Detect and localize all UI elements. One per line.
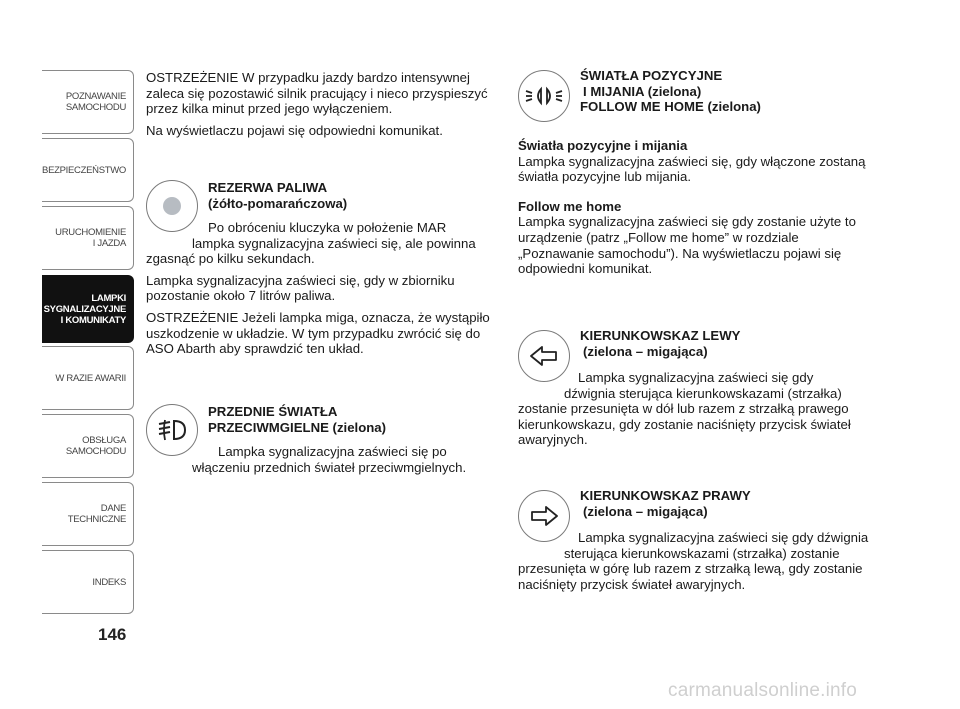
right-indicator-title: KIERUNKOWSKAZ PRAWY (zielona – migająca) [580,488,751,519]
right-indicator-body: Lampka sygnalizacyjna zaświeci się gdy dźwignia sterująca kierunkowskazami (strzałka) zostanie przesunięta w górę lub razem z strzałką lewą, gdy zostanie naciśnięty przycisk świateł awaryjnych. [518,530,869,592]
watermark-footer: carmanualsonline.info [668,680,858,701]
intro-block [146,70,496,144]
fuel-reserve-body: Po obróceniu kluczyka w położenie MAR lampka sygnalizacyjna zaświeci się, ale powinna zgasnąć po kilku sekundach. Lampka sygnalizacyjna zaświeci się, gdy w zbiorniku pozostanie około 7 litrów paliwa. OSTRZEŻENIE Jeżeli lampka miga, oznacza, że wystąpiło uszkodzenie w układzie. W tym przypadku zwrócić się do ASO Abarth aby sprawdzić ten układ. [146,220,490,357]
tab-lampki-sygnalizacyjne[interactable]: LAMPKI SYGNALIZACYJNE I KOMUNIKATY [42,275,134,343]
page-number: 146 [98,625,127,644]
tab-bezpieczenstwo[interactable]: BEZPIECZEŃSTWO [42,138,134,202]
position-lights-title: ŚWIATŁA POZYCYJNE I MIJANIA (zielona) FOLLOW ME HOME (zielona) [580,68,761,115]
position-lights-icon [518,70,570,122]
fog-light-title: PRZEDNIE ŚWIATŁA PRZECIWMGIELNE (zielona) [208,404,387,435]
tab-dane-techniczne[interactable]: DANE TECHNICZNE [42,482,134,546]
fuel-reserve-title: REZERWA PALIWA (żółto-pomarańczowa) [208,180,348,211]
left-indicator-title: KIERUNKOWSKAZ LEWY (zielona – migająca) [580,328,741,359]
tab-indeks[interactable]: INDEKS [42,550,134,614]
fog-light-body: Lampka sygnalizacyjna zaświeci się po włączeniu przednich świateł przeciwmgielnych. [192,444,467,475]
warning-paragraph: OSTRZEŻENIE W przypadku jazdy bardzo intensywnej zaleca się pozostawić silnik pracujący i nieco przyspieszyć przez kilka minut przed jego wyłączeniem. [146,70,488,117]
tab-obsluga-samochodu[interactable]: OBSŁUGA SAMOCHODU [42,414,134,478]
tab-w-razie-awarii[interactable]: W RAZIE AWARII [42,346,134,410]
position-lights-body: Światła pozycyjne i mijania Lampka sygnalizacyjna zaświeci się, gdy włączone zostaną światła pozycyjne lub mijania. Follow me home Lampka sygnalizacyjna zaświeci się gdy zostanie użyte to urządzenie (patrz „Follow me home” w rozdziale „Poznawanie samochodu”). Na wyświetlaczu pojawi się odpowiedni komunikat. [518,138,866,277]
left-indicator-body: Lampka sygnalizacyjna zaświeci się gdy dźwignia sterująca kierunkowskazami (strzałka) zostanie przesunięta w dół lub razem z strzałką prawego kierunkowskazu, gdy zostanie naciśnięty przycisk świateł awaryjnych. [518,370,851,448]
tab-poznawanie-samochodu[interactable]: POZNAWANIE SAMOCHODU [42,70,134,134]
tab-uruchomienie-i-jazda[interactable]: URUCHOMIENIE I JAZDA [42,206,134,270]
display-message-paragraph: Na wyświetlaczu pojawi się odpowiedni komunikat. [146,122,443,138]
